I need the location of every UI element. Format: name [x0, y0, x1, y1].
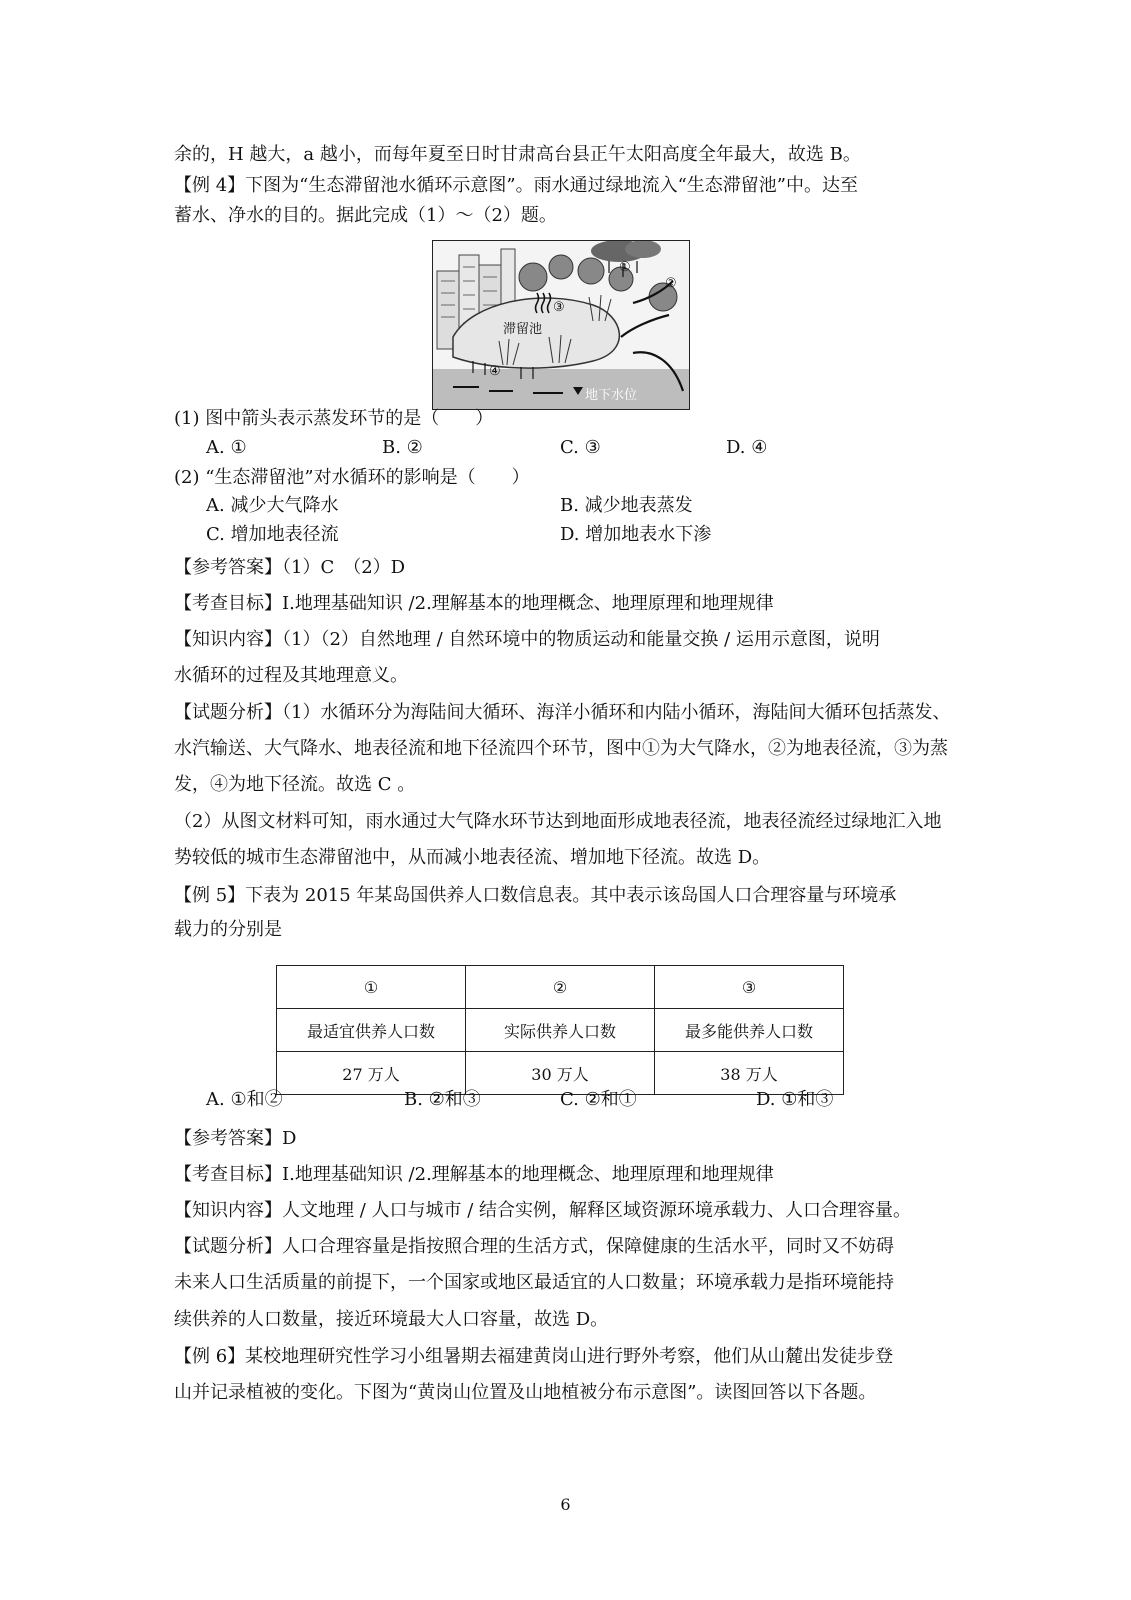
q2-option-c: C. 增加地表径流 — [206, 524, 339, 545]
analysis-line: （2）从图文材料可知，雨水通过大气降水环节达到地面形成地表径流，地表径流经过绿地汇入地 — [174, 811, 942, 832]
page-number: 6 — [560, 1495, 571, 1514]
text-line: 山并记录植被的变化。下图为“黄岗山位置及山地植被分布示意图”。读图回答以下各题。 — [174, 1382, 877, 1403]
table-cell: 最适宜供养人口数 — [277, 1009, 466, 1052]
objective-line: 【考查目标】I.地理基础知识 /2.理解基本的地理概念、地理原理和地理规律 — [174, 593, 774, 614]
table-cell: 38 万人 — [655, 1052, 844, 1095]
table-cell: ① — [277, 966, 466, 1009]
example-6-title: 【例 6】某校地理研究性学习小组暑期去福建黄岗山进行野外考察，他们从山麓出发徒步登 — [174, 1346, 894, 1367]
marker-3: ③ — [553, 300, 565, 315]
knowledge-line: 【知识内容】人文地理 / 人口与城市 / 结合实例，解释区域资源环境承载力、人口合理容量。 — [174, 1200, 912, 1221]
text-line: 载力的分别是 — [174, 919, 282, 940]
pool-label: 滞留池 — [503, 322, 543, 337]
table-row — [277, 966, 844, 1009]
q1-option-a: A. ① — [206, 437, 247, 458]
analysis-line: 【试题分析】（1）水循环分为海陆间大循环、海洋小循环和内陆小循环，海陆间大循环包括蒸发、 — [174, 702, 951, 723]
table-cell: 30 万人 — [466, 1052, 655, 1095]
ex5-option-c: C. ②和① — [560, 1089, 637, 1110]
table-row — [277, 1009, 844, 1052]
answer-line: 【参考答案】D — [174, 1128, 297, 1149]
table-cell: ② — [466, 966, 655, 1009]
knowledge-line: 【知识内容】（1）（2）自然地理 / 自然环境中的物质运动和能量交换 / 运用示意图，说明 — [174, 629, 880, 650]
q2-option-d: D. 增加地表水下渗 — [560, 524, 712, 545]
analysis-line: 发，④为地下径流。故选 C 。 — [174, 774, 416, 795]
text-line: 余的，H 越大，a 越小，而每年夏至日时甘肃高台县正午太阳高度全年最大，故选 B。 — [174, 144, 861, 165]
analysis-line: 续供养的人口数量，接近环境最大人口容量，故选 D。 — [174, 1309, 609, 1330]
ex5-option-d: D. ①和③ — [756, 1089, 834, 1110]
ex5-option-a: A. ①和② — [206, 1089, 283, 1110]
example-5-title: 【例 5】下表为 2015 年某岛国供养人口数信息表。其中表示该岛国人口合理容量与环境承 — [174, 885, 897, 906]
analysis-line: 势较低的城市生态滞留池中，从而减小地表径流、增加地下径流。故选 D。 — [174, 847, 771, 868]
diagram-drawing — [433, 241, 689, 409]
text-line: 蓄水、净水的目的。据此完成（1）～（2）题。 — [174, 205, 557, 226]
example-4-title: 【例 4】下图为“生态滞留池水循环示意图”。雨水通过绿地流入“生态滞留池”中。达至 — [174, 175, 858, 196]
population-table — [276, 965, 844, 1095]
objective-line: 【考查目标】I.地理基础知识 /2.理解基本的地理概念、地理原理和地理规律 — [174, 1164, 774, 1185]
q2-option-b: B. 减少地表蒸发 — [560, 495, 693, 516]
table-cell: ③ — [655, 966, 844, 1009]
analysis-line: 水汽输送、大气降水、地表径流和地下径流四个环节，图中①为大气降水，②为地表径流，③为蒸 — [174, 738, 948, 759]
question-2-stem: (2) “生态滞留池”对水循环的影响是（ ） — [174, 467, 530, 488]
marker-1: ① — [619, 260, 631, 275]
question-1-stem: (1) 图中箭头表示蒸发环节的是（ ） — [174, 408, 494, 429]
table-cell: 实际供养人口数 — [466, 1009, 655, 1052]
table-cell: 最多能供养人口数 — [655, 1009, 844, 1052]
ex5-option-b: B. ②和③ — [404, 1089, 481, 1110]
marker-4: ④ — [489, 364, 501, 379]
q1-option-c: C. ③ — [560, 437, 601, 458]
q1-option-d: D. ④ — [726, 437, 768, 458]
marker-2: ② — [665, 276, 677, 291]
analysis-line: 未来人口生活质量的前提下，一个国家或地区最适宜的人口数量；环境承载力是指环境能持 — [174, 1272, 894, 1293]
retention-pond-diagram — [432, 240, 690, 410]
groundwater-label: 地下水位 — [585, 388, 638, 403]
q1-option-b: B. ② — [382, 437, 423, 458]
analysis-line: 【试题分析】人口合理容量是指按照合理的生活方式，保障健康的生活水平，同时又不妨碍 — [174, 1236, 894, 1257]
table-cell: 27 万人 — [277, 1052, 466, 1095]
q2-option-a: A. 减少大气降水 — [206, 495, 339, 516]
knowledge-line: 水循环的过程及其地理意义。 — [174, 665, 408, 686]
answer-line: 【参考答案】（1）C （2）D — [174, 557, 406, 578]
